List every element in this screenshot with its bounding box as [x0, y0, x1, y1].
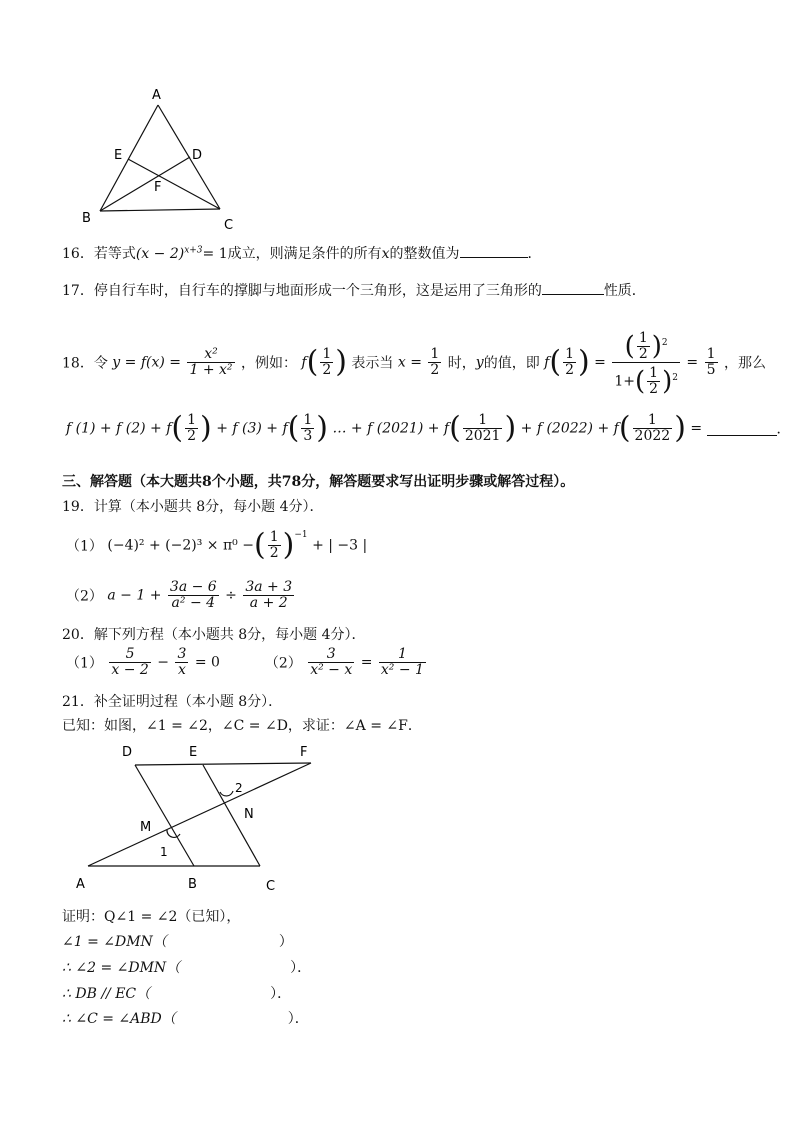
label-F: F: [300, 745, 308, 760]
label-C: C: [266, 879, 276, 894]
label-C: C: [224, 218, 234, 233]
question-20-parts: （1） $\frac{5}{x - 2}$ − $\frac{3}{x}$ = 0 （2） $\frac{3}{\text{x² − x}}$ = $\frac{1}{\text{x² − 1}}$: [66, 646, 424, 678]
answer-blank[interactable]: [460, 243, 528, 258]
answer-blank[interactable]: [542, 280, 604, 295]
reason-blank[interactable]: [176, 1009, 288, 1023]
label-E: E: [189, 745, 198, 760]
fraction: $\frac{\text{x²}}{\text{1 + x²}}$: [189, 346, 233, 379]
reason-blank[interactable]: [167, 932, 279, 946]
triangle-figure: [70, 85, 250, 235]
parallelogram-figure: [70, 738, 330, 894]
question-19-part2: （2） a − 1 + $\frac{3a - 6}{\text{a² − 4}}$ ÷ $\frac{3a + 3}{a + 2}$: [66, 579, 293, 611]
question-19-title: 19．计算（本小题共 8分，每小题 4分）．: [62, 499, 324, 515]
question-19-part1: （1） (−4)² + (−2)³ × π⁰ −( $\frac{1}{2}$ )$^{-1}$ + | −3 |: [66, 527, 368, 563]
question-20-title: 20．解下列方程（本小题共 8分，每小题 4分）．: [62, 627, 366, 643]
answer-blank[interactable]: [707, 421, 777, 436]
label-A: A: [152, 88, 161, 103]
section-3-title: 三、解答题（本大题共8个小题，共78分，解答题要求写出证明步骤或解答过程）。: [62, 474, 575, 490]
label-B: B: [188, 877, 197, 892]
question-18-sum: f (1) + f (2) + f( $\frac{1}{2}$ ) + f (3) + f( $\frac{1}{3}$ ) … + f (2021) + f( $\frac{1}{2021}$ ) + f (2022) + f( $\frac{1}{2022}$ ) = ．: [66, 410, 791, 446]
label-A: A: [76, 877, 85, 892]
question-18: 18．令 y = f(x) = $\frac{\text{x²}}{\text{1 + x²}}$ ，例如： f( $\frac{1}{2}$ ) 表示当 x = $\frac{1}{2}$ 时，y的值，即 f( $\frac{1}{2}$ ) = ( $\frac{1}{2}$ )$^2$ 1+( $\frac{1}{2}$ )$^2$ = $\frac{1}{5}$ ，那么: [62, 328, 766, 397]
label-D: D: [192, 148, 203, 163]
reason-blank[interactable]: [150, 984, 270, 998]
label-D: D: [122, 745, 133, 760]
proof-line: ∴ DB // EC（ ）．: [62, 986, 292, 1002]
question-21-given: 已知：如图，∠1 = ∠2，∠C = ∠D，求证：∠A = ∠F．: [62, 718, 422, 734]
label-N: N: [244, 807, 254, 822]
proof-line: ∴ ∠2 = ∠DMN（ ）．: [62, 960, 312, 976]
label-B: B: [82, 211, 91, 226]
proof-line: 证明：Q∠1 = ∠2（已知），: [62, 909, 241, 925]
compound-fraction: ( $\frac{1}{2}$ )$^2$ 1+( $\frac{1}{2}$ )$^2$: [614, 330, 678, 398]
label-M: M: [140, 820, 152, 835]
fraction: $\frac{1}{2}$: [322, 346, 332, 379]
label-2: 2: [235, 781, 243, 795]
proof-line: ∴ ∠C = ∠ABD（ ）．: [62, 1011, 309, 1027]
question-17: 17．停自行车时，自行车的撑脚与地面形成一个三角形，这是运用了三角形的 性质．: [62, 280, 646, 300]
label-1: 1: [160, 845, 168, 859]
question-21-title: 21．补全证明过程（本小题 8分）．: [62, 694, 283, 710]
label-F: F: [154, 180, 162, 195]
fraction: $\frac{1}{5}$: [706, 346, 716, 379]
question-16: 16．若等式$(x - 2)^{x+3}= 1$成立，则满足条件的所有x的整数值为 ．: [62, 243, 542, 263]
fraction: $\frac{1}{2}$: [430, 346, 440, 379]
label-E: E: [114, 148, 123, 163]
reason-blank[interactable]: [180, 958, 290, 972]
proof-line: ∠1 = ∠DMN（ ）: [62, 934, 293, 950]
fraction: $\frac{1}{2}$: [565, 346, 574, 379]
